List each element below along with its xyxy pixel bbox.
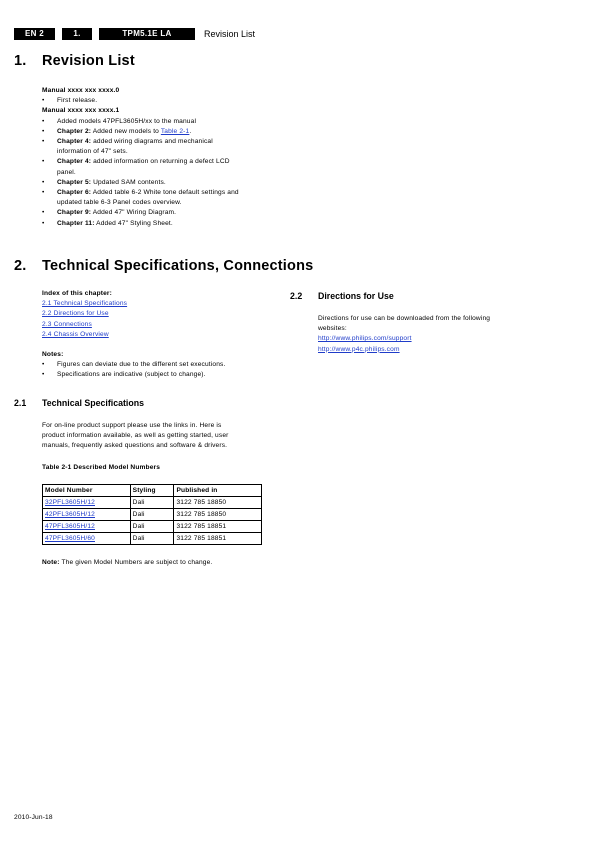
paragraph-line: manuals, frequently asked questions and software & drivers.: [42, 442, 228, 450]
philips-support-link[interactable]: http://www.philips.com/support: [318, 335, 412, 343]
index-link-connections[interactable]: 2.3 Connections: [42, 320, 92, 328]
table-cell: 3122 785 18850: [174, 497, 262, 509]
table-cell: Dali: [130, 497, 174, 509]
notes-heading: Notes:: [42, 351, 64, 358]
section1-number: 1.: [14, 53, 27, 69]
index-link-chassis-overview[interactable]: 2.4 Chassis Overview: [42, 330, 109, 338]
model-numbers-table-wrap: [42, 484, 262, 545]
subsection-2-2-title: Directions for Use: [318, 291, 394, 301]
table-caption: Table 2-1 Described Model Numbers: [42, 464, 161, 471]
model-number-link[interactable]: 47PFL3605H/60: [43, 533, 131, 545]
tech-spec-paragraph: [42, 421, 282, 452]
model-number-link[interactable]: 32PFL3605H/12: [43, 497, 131, 509]
header-tag-section: 1.: [62, 28, 92, 40]
chapter-index: [42, 289, 282, 340]
manual1-heading: Manual xxxx xxx xxxx.1: [42, 107, 120, 115]
section2-title: Technical Specifications, Connections: [42, 258, 314, 274]
model-number-link[interactable]: 42PFL3605H/12: [43, 509, 131, 521]
table-cell: Dali: [130, 509, 174, 521]
list-item: • Figures can deviate due to the different set executions.: [42, 360, 282, 370]
footer-date: 2010-Jun-18: [14, 814, 53, 821]
list-item-text: added information on returning a defect LCD: [91, 158, 230, 166]
list-item-text: updated table 6-3 Panel codes overview.: [57, 199, 182, 207]
section1-title: Revision List: [42, 53, 135, 69]
notes-list: [42, 360, 282, 380]
note-label: Note:: [42, 559, 60, 566]
list-item-text: panel.: [57, 168, 76, 176]
paragraph-line: product information available, as well as getting started, user: [42, 432, 229, 440]
list-item-bold: Chapter 6:: [57, 189, 92, 197]
list-item-text: Added table 6-2 White tone default settings and: [91, 189, 239, 197]
header-title: Revision List: [204, 29, 256, 39]
subsection-2-1-title: Technical Specifications: [42, 398, 145, 408]
table-row: [43, 533, 262, 545]
list-item-text: .: [189, 127, 192, 135]
header-tag-page: EN 2: [14, 28, 55, 40]
list-item: [42, 208, 282, 218]
subsection-2-1-number: 2.1: [14, 398, 27, 408]
table-header-cell: Model Number: [43, 485, 131, 497]
manual0-heading: Manual xxxx xxx xxxx.0: [42, 87, 120, 94]
paragraph-line: websites:: [318, 325, 347, 333]
table-header-cell: Published in: [174, 485, 262, 497]
list-item-bold: Chapter 4:: [57, 158, 92, 166]
list-item-text: information of 47" sets.: [57, 148, 128, 156]
list-item: [42, 219, 282, 229]
list-item: [42, 188, 282, 208]
table-row: [43, 497, 262, 509]
directions-paragraph: [318, 314, 558, 355]
paragraph-line: Directions for use can be downloaded from the following: [318, 315, 491, 322]
table-header-cell: Styling: [130, 485, 174, 497]
list-item-text: Added 47" Styling Sheet.: [94, 219, 173, 227]
table-row: [43, 509, 262, 521]
table-cell: 3122 785 18851: [174, 521, 262, 533]
list-item: [42, 117, 282, 127]
model-note: [42, 558, 212, 568]
table-cell: Dali: [130, 521, 174, 533]
list-item-bold: Chapter 4:: [57, 138, 92, 146]
index-heading: Index of this chapter:: [42, 290, 112, 297]
table-header-row: [43, 485, 262, 497]
table-2-1-link[interactable]: Table 2-1: [160, 127, 190, 135]
table-cell: 3122 785 18850: [174, 509, 262, 521]
list-item: [42, 157, 282, 177]
list-item: [42, 178, 282, 188]
table-cell: 3122 785 18851: [174, 533, 262, 545]
table-cell: Dali: [130, 533, 174, 545]
notes-block: [42, 350, 282, 381]
list-item-text: Added new models to: [91, 127, 161, 135]
subsection-2-2-number: 2.2: [290, 291, 303, 301]
list-item-text: Added models 47PFL3605H/xx to the manual: [57, 117, 197, 125]
list-item-bold: Chapter 9:: [57, 209, 92, 217]
p4c-philips-link[interactable]: http://www.p4c.philips.com: [318, 345, 400, 353]
list-item-bold: Chapter 2:: [57, 127, 92, 135]
list-item: • Specifications are indicative (subject to change).: [42, 370, 282, 380]
header-tag-model: TPM5.1E LA: [99, 28, 195, 40]
index-link-technical-specifications[interactable]: 2.1 Technical Specifications: [42, 300, 128, 308]
list-item-text: Updated SAM contents.: [91, 178, 166, 186]
paragraph-line: For on-line product support please use the links in. Here is: [42, 422, 222, 429]
list-item: • First release.: [42, 96, 282, 106]
list-item: [42, 127, 282, 137]
model-number-link[interactable]: 47PFL3605H/12: [43, 521, 131, 533]
table-row: [43, 521, 262, 533]
list-item: [42, 137, 282, 157]
list-item-bold: Chapter 11:: [57, 219, 95, 227]
revision-list-block: [42, 86, 282, 229]
list-item-text: Added 47" Wiring Diagram.: [91, 209, 177, 217]
note-text: The given Model Numbers are subject to change.: [59, 559, 213, 566]
list-item-bold: Chapter 5:: [57, 178, 92, 186]
manual0-list: [42, 96, 282, 106]
list-item-text: added wiring diagrams and mechanical: [91, 138, 213, 146]
section2-number: 2.: [14, 258, 27, 274]
manual1-list: [42, 117, 282, 229]
index-link-directions-for-use[interactable]: 2.2 Directions for Use: [42, 310, 109, 318]
model-numbers-table: [42, 484, 262, 545]
